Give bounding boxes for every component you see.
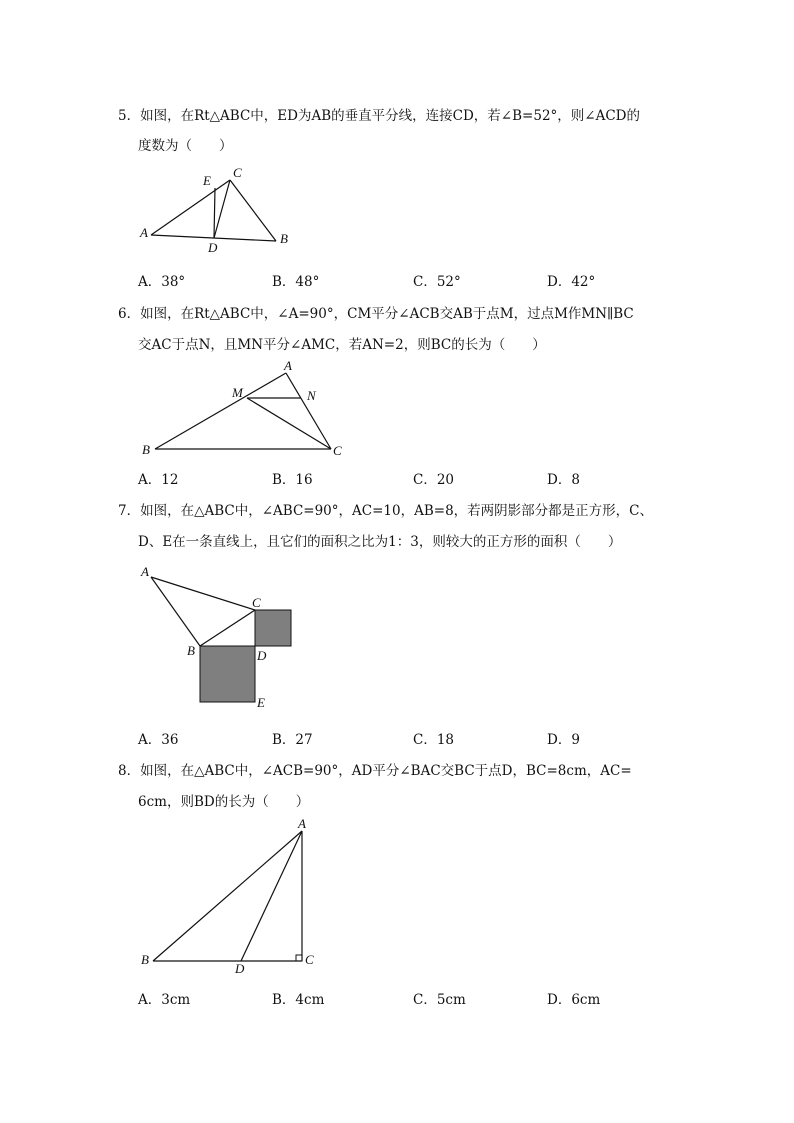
q5-option-a[interactable]: A．38° xyxy=(138,274,186,290)
q6-label-a: A xyxy=(284,358,292,373)
q6-option-c[interactable]: C．20 xyxy=(413,472,455,488)
q8-text-line1: 8．如图，在△ABC中，∠ACB=90°，AD平分∠BAC交BC于点D，BC=8cm，AC= xyxy=(118,763,632,779)
q7-label-d: D xyxy=(257,648,267,663)
q5-label-d: D xyxy=(208,240,218,255)
q8-segment-ad xyxy=(241,831,302,961)
q6-option-a[interactable]: A．12 xyxy=(138,472,179,488)
q5-text-line2: 度数为（ ） xyxy=(138,138,233,154)
q8-option-c[interactable]: C．5cm xyxy=(413,992,466,1008)
q5-label-c: C xyxy=(233,165,242,180)
q7-option-a[interactable]: A．36 xyxy=(138,732,179,748)
q5-label-e: E xyxy=(203,173,211,188)
q8-segment-ab xyxy=(153,831,302,961)
q8-label-a: A xyxy=(298,816,306,831)
q8-right-angle-mark xyxy=(296,955,302,961)
q6-label-b: B xyxy=(142,442,150,457)
q8-option-a[interactable]: A．3cm xyxy=(138,992,191,1008)
q6-text-line1: 6．如图，在Rt△ABC中，∠A=90°，CM平分∠ACB交AB于点M，过点M作MN∥BC xyxy=(118,306,634,322)
q8-option-d[interactable]: D．6cm xyxy=(547,992,601,1008)
q7-option-d[interactable]: D．9 xyxy=(547,732,580,748)
q7-option-c[interactable]: C．18 xyxy=(413,732,455,748)
q5-option-b[interactable]: B．48° xyxy=(272,274,320,290)
q8-text-line2: 6cm，则BD的长为（ ） xyxy=(138,794,310,810)
q6-text-line2: 交AC于点N，且MN平分∠AMC，若AN=2，则BC的长为（ ） xyxy=(138,337,546,353)
q7-label-c: C xyxy=(252,595,261,610)
q7-text-line2: D、E在一条直线上，且它们的面积之比为1：3，则较大的正方形的面积（ ） xyxy=(138,534,622,550)
q6-label-m: M xyxy=(232,385,243,400)
q7-option-b[interactable]: B．27 xyxy=(272,732,313,748)
q6-option-b[interactable]: B．16 xyxy=(272,472,313,488)
q7-text-line1: 7．如图，在△ABC中，∠ABC=90°，AC=10，AB=8，若两阴影部分都是正方形，C、 xyxy=(118,503,653,519)
q6-option-d[interactable]: D．8 xyxy=(547,472,580,488)
q5-option-d[interactable]: D．42° xyxy=(547,274,596,290)
q5-text-line1: 5．如图，在Rt△ABC中，ED为AB的垂直平分线，连接CD，若∠B=52°，则∠ACD的 xyxy=(118,108,640,124)
q8-label-c: C xyxy=(305,952,314,967)
q8-label-d: D xyxy=(235,961,245,976)
q8-option-b[interactable]: B．4cm xyxy=(272,992,325,1008)
q5-label-b: B xyxy=(280,231,288,246)
q7-label-a: A xyxy=(141,564,149,579)
q5-label-a: A xyxy=(140,225,148,240)
q7-label-e: E xyxy=(257,695,265,710)
q5-option-c[interactable]: C．52° xyxy=(413,274,461,290)
q7-label-b: B xyxy=(187,643,195,658)
q8-label-b: B xyxy=(141,952,149,967)
q6-label-n: N xyxy=(307,388,316,403)
q6-label-c: C xyxy=(333,443,342,458)
